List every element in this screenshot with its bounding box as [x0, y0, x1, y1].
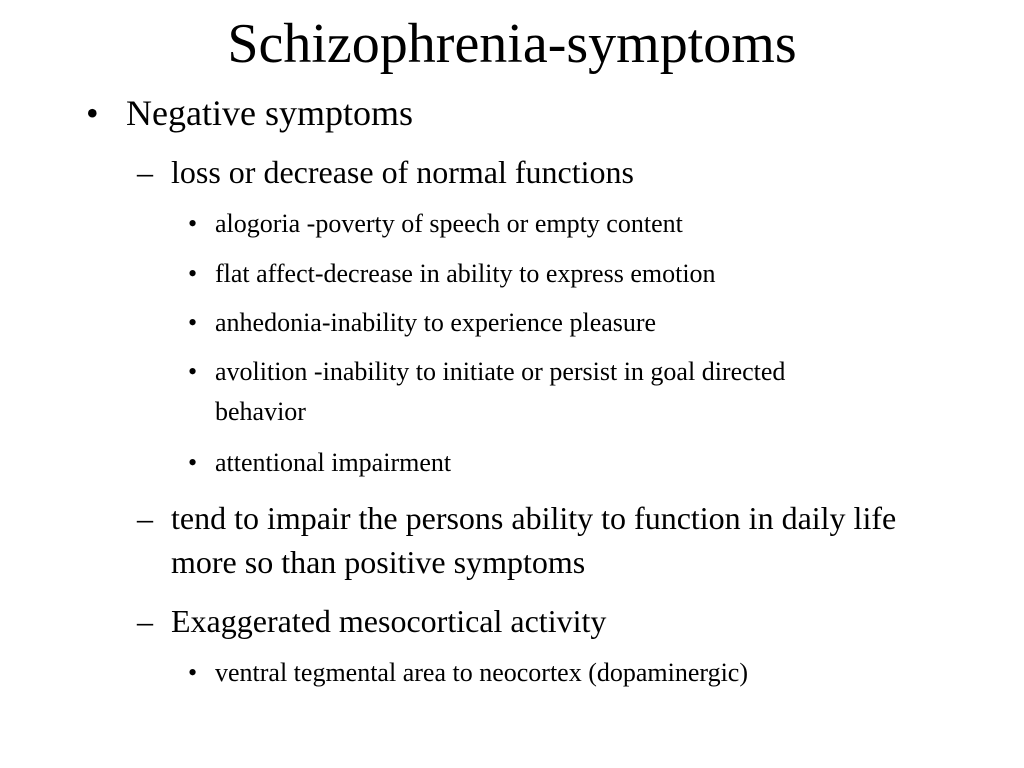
sub-bullet-text: tend to impair the persons ability to function in daily life more so than positive symptoms	[171, 500, 897, 580]
sub-sub-bullet-attentional-impairment	[188, 443, 935, 483]
sub-sub-bullet-text: flat affect-decrease in ability to express emotion	[215, 259, 716, 288]
sub-bullet-text: Exaggerated mesocortical activity	[171, 603, 607, 639]
sub-sub-bullet-text: avolition -inability to initiate or persist in goal directed behavior	[215, 357, 786, 426]
dash-marker: –	[137, 603, 153, 639]
sub-bullet-impair-function	[137, 496, 931, 584]
sub-sub-bullet-anhedonia	[188, 303, 935, 343]
bullet-marker: •	[188, 658, 198, 687]
sub-bullet-text: loss or decrease of normal functions	[171, 154, 634, 190]
sub-sub-bullet-avolition	[188, 352, 855, 432]
bullet-marker: •	[188, 209, 198, 238]
bullet-marker: •	[188, 259, 198, 288]
sub-sub-bullet-text: anhedonia-inability to experience pleasure	[215, 308, 657, 337]
bullet-text: Negative symptoms	[126, 93, 413, 133]
bullet-negative-symptoms	[86, 91, 986, 135]
slide-title: Schizophrenia-symptoms	[227, 13, 797, 75]
bullet-marker: •	[188, 308, 198, 337]
sub-sub-bullet-flat-affect	[188, 254, 935, 294]
sub-sub-bullet-ventral-tegmental	[188, 653, 935, 693]
bullet-marker: •	[188, 357, 198, 386]
bullet-marker: •	[188, 448, 198, 477]
sub-bullet-mesocortical-activity	[137, 599, 961, 643]
sub-sub-bullet-alogoria	[188, 204, 935, 244]
bullet-marker: •	[86, 93, 99, 133]
dash-marker: –	[137, 154, 153, 190]
sub-sub-bullet-text: ventral tegmental area to neocortex (dopaminergic)	[215, 658, 748, 687]
sub-sub-bullet-text: attentional impairment	[215, 448, 452, 477]
sub-bullet-loss-of-functions	[137, 150, 961, 194]
sub-sub-bullet-text: alogoria -poverty of speech or empty content	[215, 209, 683, 238]
dash-marker: –	[137, 500, 153, 536]
